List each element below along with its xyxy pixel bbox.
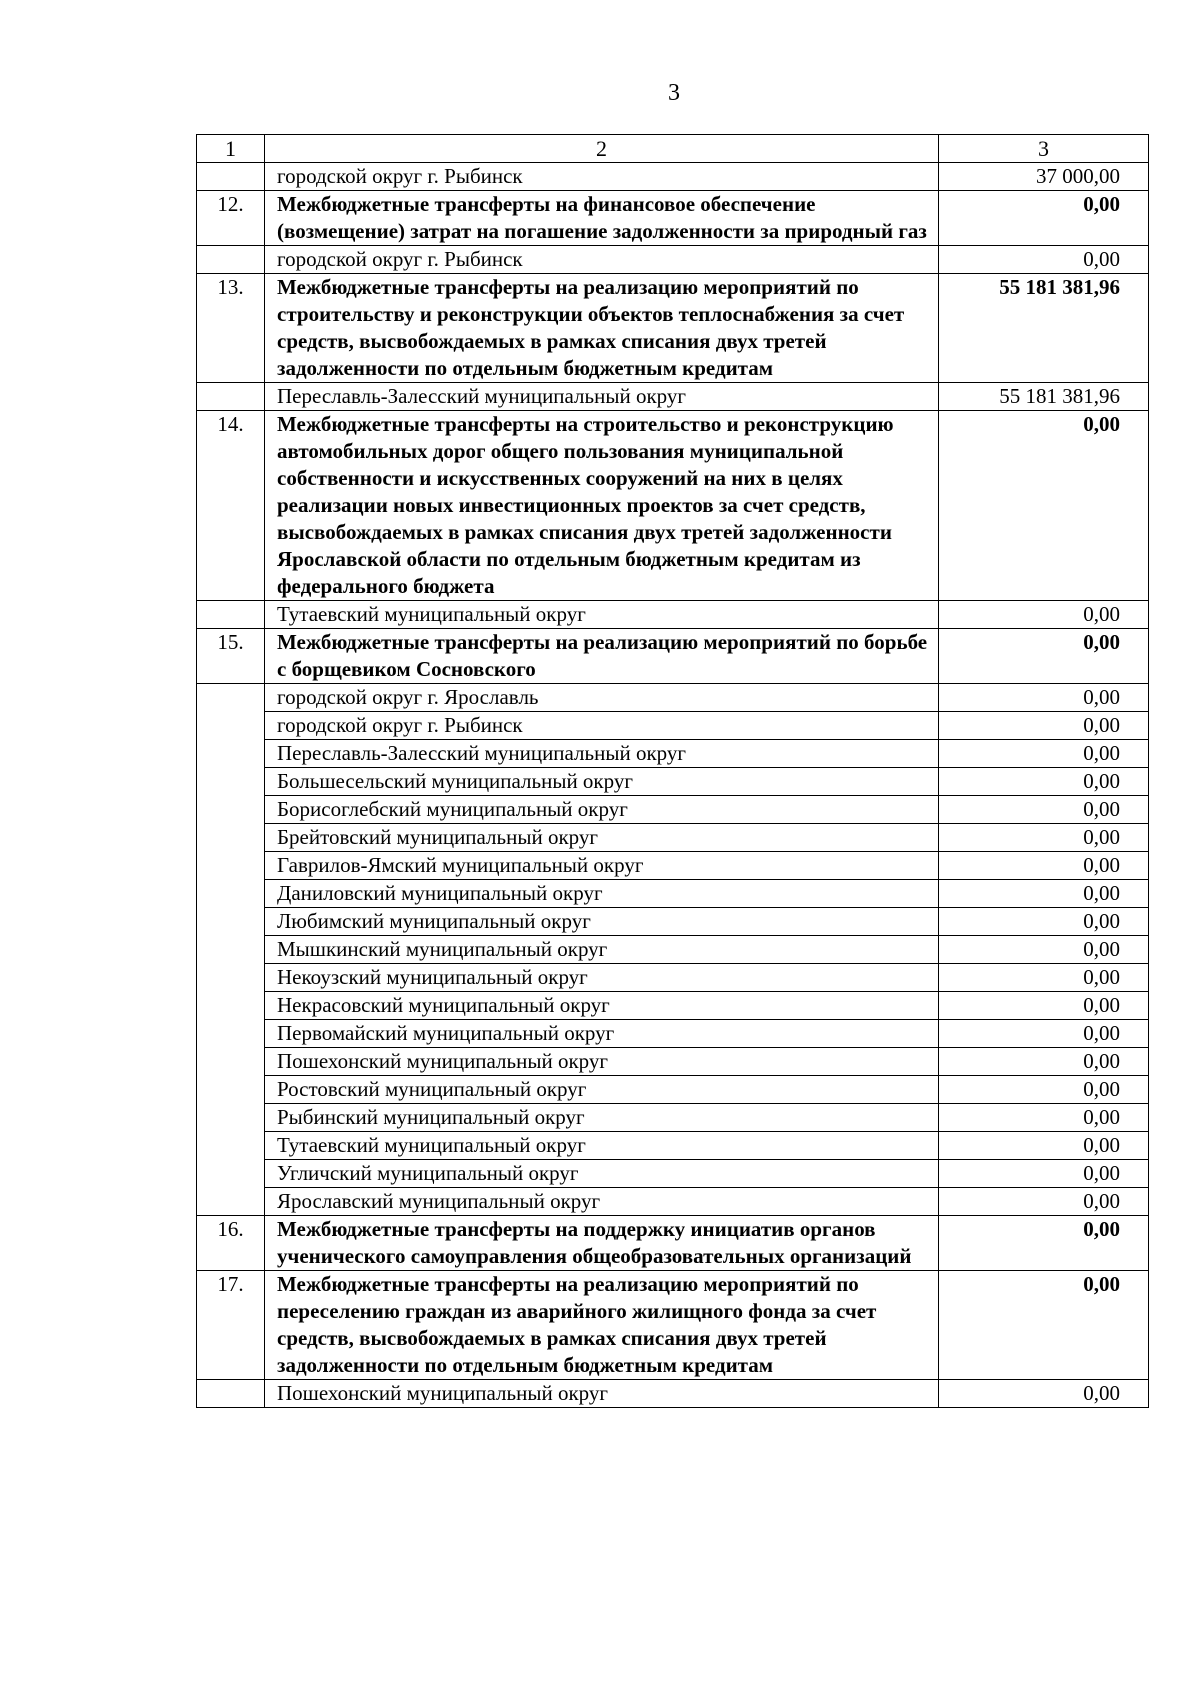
table-row-item [197, 1271, 1149, 1380]
recipient-amount: 0,00 [939, 1132, 1149, 1160]
recipient-name: Тутаевский муниципальный округ [265, 601, 939, 629]
transfers-table [196, 134, 1149, 1408]
recipient-amount: 0,00 [939, 601, 1149, 629]
recipient-name: Любимский муниципальный округ [265, 908, 939, 936]
recipient-amount: 0,00 [939, 246, 1149, 274]
empty-cell [197, 1188, 265, 1216]
item-amount: 0,00 [939, 629, 1149, 684]
item-number: 15. [197, 629, 265, 684]
item-amount: 0,00 [939, 191, 1149, 246]
column-1-header: 1 [197, 135, 265, 163]
empty-cell [197, 824, 265, 852]
table-row-item [197, 629, 1149, 684]
recipient-amount: 0,00 [939, 1048, 1149, 1076]
item-description: Межбюджетные трансферты на реализацию мероприятий по переселению граждан из аварийного жилищного фонда за счет средств, высвобождаемых в рамках списания двух третей задолженности по отдельным бюджетным кредитам [265, 1271, 939, 1380]
empty-cell [197, 1160, 265, 1188]
table-row-recipient [197, 383, 1149, 411]
item-amount: 0,00 [939, 411, 1149, 601]
table-row-item [197, 411, 1149, 601]
empty-cell [197, 163, 265, 191]
recipient-amount: 0,00 [939, 992, 1149, 1020]
table-row-recipient [197, 601, 1149, 629]
recipient-name: городской округ г. Рыбинск [265, 163, 939, 191]
recipient-name: Угличский муниципальный округ [265, 1160, 939, 1188]
recipient-amount: 37 000,00 [939, 163, 1149, 191]
recipient-name: Большесельский муниципальный округ [265, 768, 939, 796]
table-row-recipient [197, 1160, 1149, 1188]
table-row-recipient [197, 740, 1149, 768]
recipient-amount: 0,00 [939, 740, 1149, 768]
empty-cell [197, 1020, 265, 1048]
recipient-name: Пошехонский муниципальный округ [265, 1380, 939, 1408]
table-row-recipient [197, 163, 1149, 191]
item-number: 13. [197, 274, 265, 383]
empty-cell [197, 908, 265, 936]
table-row-item [197, 1216, 1149, 1271]
recipient-amount: 0,00 [939, 824, 1149, 852]
recipient-name: Рыбинский муниципальный округ [265, 1104, 939, 1132]
empty-cell [197, 936, 265, 964]
table-row-item [197, 191, 1149, 246]
item-description: Межбюджетные трансферты на строительство и реконструкцию автомобильных дорог общего пользования муниципальной собственности и искусственных сооружений на них в целях реализации новых инвестиционных проектов за счет средств, высвобождаемых в рамках списания двух третей задолженности Ярославской области по отдельным бюджетным кредитам из федерального бюджета [265, 411, 939, 601]
table-row-recipient [197, 824, 1149, 852]
empty-cell [197, 1380, 265, 1408]
item-description: Межбюджетные трансферты на поддержку инициатив органов ученического самоуправления общеобразовательных организаций [265, 1216, 939, 1271]
item-number: 12. [197, 191, 265, 246]
recipient-amount: 55 181 381,96 [939, 383, 1149, 411]
table-row-item [197, 274, 1149, 383]
column-2-header: 2 [265, 135, 939, 163]
table-row-recipient [197, 712, 1149, 740]
recipient-name: Пошехонский муниципальный округ [265, 1048, 939, 1076]
empty-cell [197, 684, 265, 712]
empty-cell [197, 740, 265, 768]
recipient-amount: 0,00 [939, 880, 1149, 908]
table-row-recipient [197, 1104, 1149, 1132]
table-row-recipient [197, 1048, 1149, 1076]
recipient-name: Ярославский муниципальный округ [265, 1188, 939, 1216]
recipient-name: Тутаевский муниципальный округ [265, 1132, 939, 1160]
item-amount: 55 181 381,96 [939, 274, 1149, 383]
recipient-amount: 0,00 [939, 1188, 1149, 1216]
empty-cell [197, 246, 265, 274]
recipient-name: городской округ г. Рыбинск [265, 246, 939, 274]
recipient-name: Брейтовский муниципальный округ [265, 824, 939, 852]
table-row-recipient [197, 1132, 1149, 1160]
table-row-recipient [197, 1076, 1149, 1104]
recipient-amount: 0,00 [939, 796, 1149, 824]
recipient-name: Первомайский муниципальный округ [265, 1020, 939, 1048]
column-3-header: 3 [939, 135, 1149, 163]
empty-cell [197, 992, 265, 1020]
table-row-recipient [197, 246, 1149, 274]
empty-cell [197, 383, 265, 411]
item-description: Межбюджетные трансферты на финансовое обеспечение (возмещение) затрат на погашение задолженности за природный газ [265, 191, 939, 246]
recipient-amount: 0,00 [939, 908, 1149, 936]
empty-cell [197, 1076, 265, 1104]
item-description: Межбюджетные трансферты на реализацию мероприятий по борьбе с борщевиком Сосновского [265, 629, 939, 684]
table-row-recipient [197, 768, 1149, 796]
recipient-amount: 0,00 [939, 1076, 1149, 1104]
item-number: 17. [197, 1271, 265, 1380]
empty-cell [197, 712, 265, 740]
recipient-amount: 0,00 [939, 1020, 1149, 1048]
recipient-name: Некрасовский муниципальный округ [265, 992, 939, 1020]
table-row-recipient [197, 852, 1149, 880]
recipient-name: Гаврилов-Ямский муниципальный округ [265, 852, 939, 880]
recipient-amount: 0,00 [939, 964, 1149, 992]
table-row-recipient [197, 964, 1149, 992]
recipient-name: городской округ г. Рыбинск [265, 712, 939, 740]
recipient-name: Борисоглебский муниципальный округ [265, 796, 939, 824]
page-number: 3 [668, 80, 680, 106]
empty-cell [197, 1132, 265, 1160]
recipient-amount: 0,00 [939, 684, 1149, 712]
table-row-recipient [197, 1380, 1149, 1408]
table-row-recipient [197, 992, 1149, 1020]
empty-cell [197, 1048, 265, 1076]
recipient-name: Переславль-Залесский муниципальный округ [265, 740, 939, 768]
empty-cell [197, 601, 265, 629]
recipient-amount: 0,00 [939, 712, 1149, 740]
table-row-recipient [197, 1020, 1149, 1048]
recipient-amount: 0,00 [939, 1160, 1149, 1188]
item-number: 16. [197, 1216, 265, 1271]
recipient-amount: 0,00 [939, 768, 1149, 796]
recipient-name: Некоузский муниципальный округ [265, 964, 939, 992]
recipient-amount: 0,00 [939, 852, 1149, 880]
empty-cell [197, 1104, 265, 1132]
table-header-row [197, 135, 1149, 163]
table-row-recipient [197, 684, 1149, 712]
table-row-recipient [197, 880, 1149, 908]
empty-cell [197, 796, 265, 824]
recipient-name: городской округ г. Ярославль [265, 684, 939, 712]
empty-cell [197, 852, 265, 880]
item-amount: 0,00 [939, 1216, 1149, 1271]
empty-cell [197, 768, 265, 796]
item-number: 14. [197, 411, 265, 601]
table-row-recipient [197, 936, 1149, 964]
recipient-amount: 0,00 [939, 936, 1149, 964]
recipient-amount: 0,00 [939, 1104, 1149, 1132]
recipient-name: Мышкинский муниципальный округ [265, 936, 939, 964]
item-description: Межбюджетные трансферты на реализацию мероприятий по строительству и реконструкции объектов теплоснабжения за счет средств, высвобождаемых в рамках списания двух третей задолженности по отдельным бюджетным кредитам [265, 274, 939, 383]
item-amount: 0,00 [939, 1271, 1149, 1380]
table-row-recipient [197, 1188, 1149, 1216]
recipient-amount: 0,00 [939, 1380, 1149, 1408]
recipient-name: Ростовский муниципальный округ [265, 1076, 939, 1104]
table-row-recipient [197, 908, 1149, 936]
recipient-name: Переславль-Залесский муниципальный округ [265, 383, 939, 411]
recipient-name: Даниловский муниципальный округ [265, 880, 939, 908]
empty-cell [197, 880, 265, 908]
table-row-recipient [197, 796, 1149, 824]
empty-cell [197, 964, 265, 992]
